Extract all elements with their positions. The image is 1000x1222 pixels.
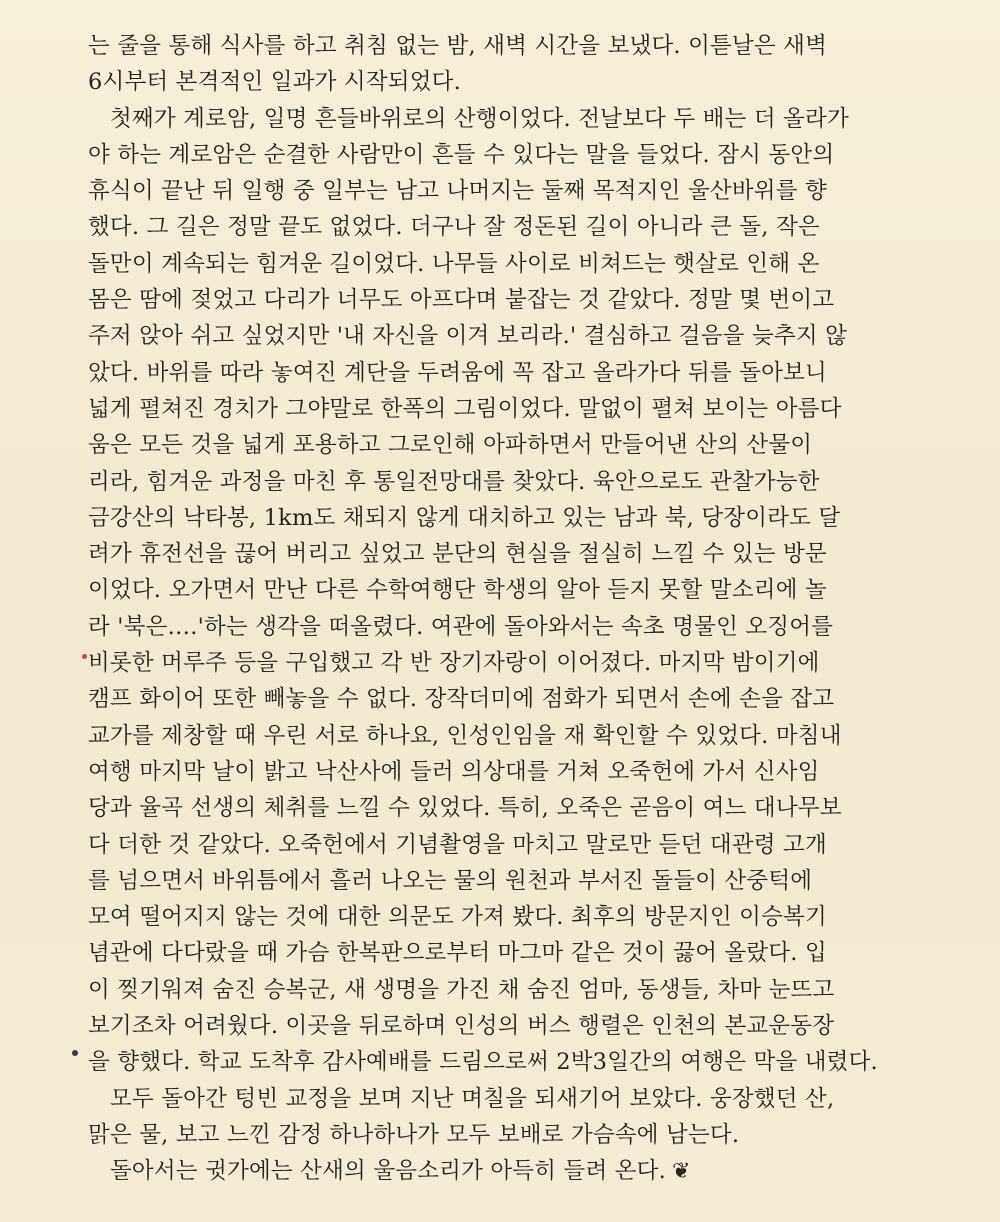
text-line: 6시부터 본격적인 일과가 시작되었다. xyxy=(88,69,461,96)
text-line: 을 향했다. 학교 도착후 감사예배를 드림으로써 2박3일간의 여행은 막을 내렸다. xyxy=(88,1049,878,1076)
paragraph-start-line: 모두 돌아간 텅빈 교정을 보며 지난 며칠을 되새기어 보았다. 웅장했던 산, xyxy=(110,1085,835,1112)
body-text xyxy=(88,28,948,1190)
text-line: 념관에 다다랐을 때 가슴 한복판으로부터 마그마 같은 것이 끓어 올랐다. 입 xyxy=(88,940,827,967)
text-line: 금강산의 낙타봉, 1km도 채되지 않게 대치하고 있는 남과 북, 당장이라도 달 xyxy=(88,504,841,531)
text-line: 모여 떨어지지 않는 것에 대한 의문도 가져 봤다. 최후의 방문지인 이승복기 xyxy=(88,904,827,931)
text-line: 라 '북은….'하는 생각을 떠올렸다. 여관에 돌아와서는 속초 명물인 오징어를 xyxy=(88,613,834,640)
text-line: 했다. 그 길은 정말 끝도 없었다. 더구나 잘 정돈된 길이 아니라 큰 돌, 작은 xyxy=(88,214,820,241)
text-line: 주저 앉아 쉬고 싶었지만 '내 자신을 이겨 보리라.' 결심하고 걸음을 늦추지 않 xyxy=(88,323,848,350)
text-line: 넓게 펼쳐진 경치가 그야말로 한폭의 그림이었다. 말없이 펼쳐 보이는 아름다 xyxy=(88,395,842,422)
text-line: 몸은 땀에 젖었고 다리가 너무도 아프다며 붙잡는 것 같았다. 정말 몇 번이고 xyxy=(88,287,835,314)
text-line: 비롯한 머루주 등을 구입했고 각 반 장기자랑이 이어졌다. 마지막 밤이기에 xyxy=(88,650,820,677)
text-line: 를 넘으면서 바위틈에서 흘러 나오는 물의 원천과 부서진 돌들이 산중턱에 xyxy=(88,867,813,894)
text-line: 이 찢기워져 숨진 승복군, 새 생명을 가진 채 숨진 엄마, 동생들, 차마 눈뜨고 xyxy=(88,976,835,1003)
text-line: 보기조차 어려웠다. 이곳을 뒤로하며 인성의 버스 행렬은 인천의 본교운동장 xyxy=(88,1013,835,1040)
paragraph-start-line: 첫째가 계로암, 일명 흔들바위로의 산행이었다. 전날보다 두 배는 더 올라가 xyxy=(110,105,849,132)
text-line: 당과 율곡 선생의 체취를 느낄 수 있었다. 특히, 오죽은 곧음이 여느 대나무보 xyxy=(88,795,842,822)
text-line: 려가 휴전선을 끊어 버리고 싶었고 분단의 현실을 절실히 느낄 수 있는 방문 xyxy=(88,541,827,568)
text-line: 는 줄을 통해 식사를 하고 취침 없는 밤, 새벽 시간을 보냈다. 이튿날은 새벽 xyxy=(88,33,828,59)
text-line: 았다. 바위를 따라 놓여진 계단을 두려움에 꼭 잡고 올라가다 뒤를 돌아보니 xyxy=(88,359,827,386)
text-line: 다 더한 것 같았다. 오죽헌에서 기념촬영을 마치고 말로만 듣던 대관령 고개 xyxy=(88,831,827,858)
text-line: 이었다. 오가면서 만난 다른 수학여행단 학생의 알아 듣지 못할 말소리에 놀 xyxy=(88,577,827,604)
text-line: 휴식이 끝난 뒤 일행 중 일부는 남고 나머지는 둘째 목적지인 울산바위를 향 xyxy=(88,178,827,205)
text-line: 교가를 제창할 때 우린 서로 하나요, 인성인임을 재 확인할 수 있었다. 마침내 xyxy=(88,722,842,749)
text-line: 움은 모든 것을 넓게 포용하고 그로인해 아파하면서 만들어낸 산의 산물이 xyxy=(88,432,813,459)
text-line: 야 하는 계로암은 순결한 사람만이 흔들 수 있다는 말을 들었다. 잠시 동안의 xyxy=(88,141,835,168)
margin-mark-bullet-dot xyxy=(72,1050,78,1056)
text-line: 리라, 힘겨운 과정을 마친 후 통일전망대를 찾았다. 육안으로도 관찰가능한 xyxy=(88,468,820,495)
text-line: 돌만이 계속되는 힘겨운 길이었다. 나무들 사이로 비쳐드는 햇살로 인해 온 xyxy=(88,250,820,277)
text-line: 캠프 화이어 또한 빼놓을 수 없다. 장작더미에 점화가 되면서 손에 손을 잡고 xyxy=(88,686,835,713)
closing-line-text: 돌아서는 귓가에는 산새의 울음소리가 아득히 들려 온다. xyxy=(110,1158,666,1185)
closing-line xyxy=(88,1153,948,1189)
text-line: 여행 마지막 날이 밝고 낙산사에 들러 의상대를 거쳐 오죽헌에 가서 신사임 xyxy=(88,758,820,785)
margin-mark-red-dot xyxy=(82,654,87,659)
flower-ornament-icon: ❦ xyxy=(671,1159,691,1185)
text-line: 맑은 물, 보고 느낀 감정 하나하나가 모두 보배로 가슴속에 남는다. xyxy=(88,1121,740,1148)
